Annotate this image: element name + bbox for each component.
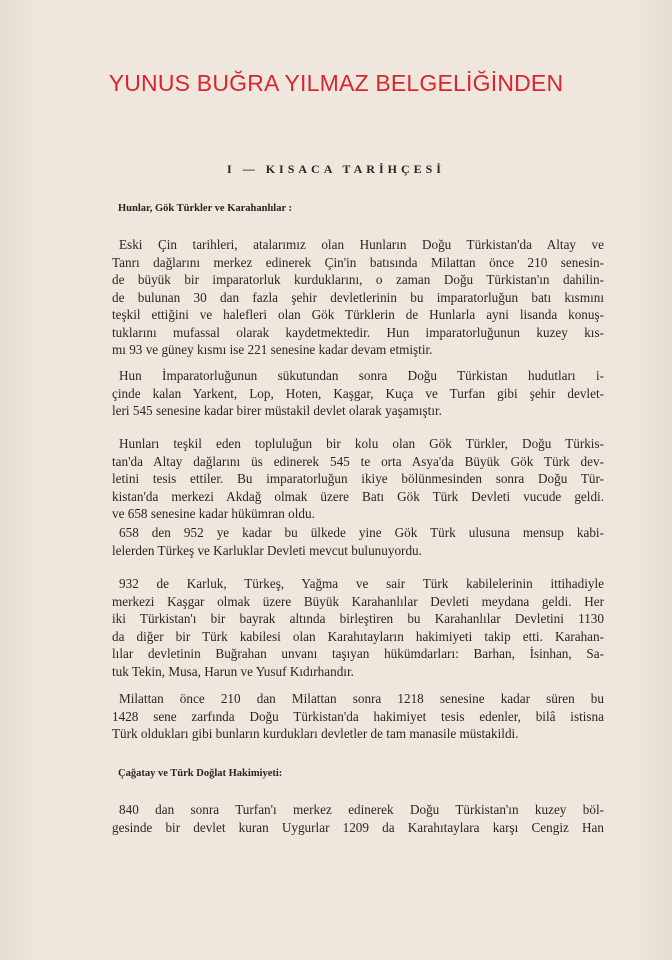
text-line: mı 93 ve güney kısmı ise 221 senesine kadar devam etmiştir. bbox=[112, 342, 433, 357]
text-line: de bulunan 30 dan fazla şehir devletlerinin bu imparatorluğun batı kısmını bbox=[112, 289, 604, 305]
text-line: Tanrı dağlarını merkez edinerek Çin'in batısında Milattan önce 210 senesin- bbox=[112, 254, 604, 270]
text-line: iki Türkistan'ı bir bayrak altında birleştiren bu Karahanlılar Devletini 1130 bbox=[112, 611, 604, 626]
text-line: kistan'da merkezi Akdağ olmak üzere Batı Gök Türk Devleti vucude geldi. bbox=[112, 488, 604, 504]
text-line: 1428 sene zarfında Doğu Türkistan'da hakimiyet tesis edenler, bilâ istisna bbox=[112, 708, 604, 724]
paragraph-3 bbox=[112, 435, 604, 523]
paragraph-5 bbox=[112, 575, 604, 680]
text-line: de büyük bir imparatorluk kurduklarını, o zaman Doğu Türkistan'ın dahilin- bbox=[112, 272, 604, 287]
text-line: Hunları teşkil eden topluluğun bir kolu olan Gök Türkler, Doğu Türkis- bbox=[119, 436, 604, 451]
text-line: tuklarını mufassal olarak kaydetmektedir. Hun imparatorluğunun kuzey kıs- bbox=[112, 324, 604, 340]
text-line: letini tesis ettiler. Bu imparatorluğun ikiye bölünmesinden sonra Doğu Tür- bbox=[112, 471, 604, 486]
text-line: 658 den 952 ye kadar bu ülkede yine Gök Türk ulusuna mensup kabi- bbox=[119, 525, 604, 540]
paragraph-6 bbox=[112, 690, 604, 743]
text-line: ve 658 senesine kadar hükümran oldu. bbox=[112, 506, 315, 521]
text-line: 840 dan sonra Turfan'ı merkez edinerek Doğu Türkistan'ın kuzey böl- bbox=[119, 802, 604, 817]
paragraph-4 bbox=[112, 524, 604, 559]
text-line: Hun İmparatorluğunun sükutundan sonra Doğu Türkistan hudutları i- bbox=[119, 368, 604, 383]
text-line: lılar devletinin Buğrahan unvanı taşıyan hükümdarları: Barhan, İsinhan, Sa- bbox=[112, 646, 604, 661]
text-line: lelerden Türkeş ve Karluklar Devleti mevcut bulunuyordu. bbox=[112, 542, 422, 558]
text-line: Milattan önce 210 dan Milattan sonra 1218 senesine kadar süren bu bbox=[119, 691, 604, 706]
text-line: gesinde bir devlet kuran Uygurlar 1209 da Karahıtaylara karşı Cengiz Han bbox=[112, 819, 604, 835]
text-line: tuk Tekin, Musa, Harun ve Yusuf Kıdırhandır. bbox=[112, 663, 354, 679]
text-line: Eski Çin tarihleri, atalarımız olan Hunların Doğu Türkistan'da Altay ve bbox=[119, 237, 604, 252]
text-line: çinde kalan Yarkent, Lop, Hoten, Kaşgar, Kuça ve Turfan gibi şehir devlet- bbox=[112, 385, 604, 401]
paragraph-2 bbox=[112, 367, 604, 420]
section-title: I — KISACA TARİHÇESİ bbox=[227, 162, 445, 176]
text-line: leri 545 senesine kadar birer müstakil devlet olarak yaşamıştır. bbox=[112, 403, 442, 418]
text-line: da diğer bir Türk kabilesi olan Karahıtayların hakimiyeti takip etti. Karahan- bbox=[112, 628, 604, 644]
text-line: tan'da Altay dağlarını üs edinerek 545 te orta Asya'da Büyük Gök Türk dev- bbox=[112, 453, 604, 469]
paragraph-7 bbox=[112, 801, 604, 836]
subheading-hunlar: Hunlar, Gök Türkler ve Karahanlılar : bbox=[118, 203, 293, 214]
text-line: Türk oldukları gibi bunların kurdukları devletler de tam manasile müstakildi. bbox=[112, 726, 519, 741]
text-line: 932 de Karluk, Türkeş, Yağma ve sair Türk kabilelerinin ittihadiyle bbox=[119, 576, 604, 591]
watermark: YUNUS BUĞRA YILMAZ BELGELİĞİNDEN bbox=[108, 70, 564, 96]
text-line: merkezi Kaşgar olmak üzere Büyük Karahanlılar Devleti meydana geldi. Her bbox=[112, 593, 604, 609]
paragraph-1 bbox=[112, 236, 604, 359]
text-line: teşkil ettiğini ve halefleri olan Gök Türklerin de Hunlarla ayni lisanda konuş- bbox=[112, 307, 604, 322]
subheading-cagatay: Çağatay ve Türk Doğlat Hakimiyeti: bbox=[118, 768, 283, 779]
